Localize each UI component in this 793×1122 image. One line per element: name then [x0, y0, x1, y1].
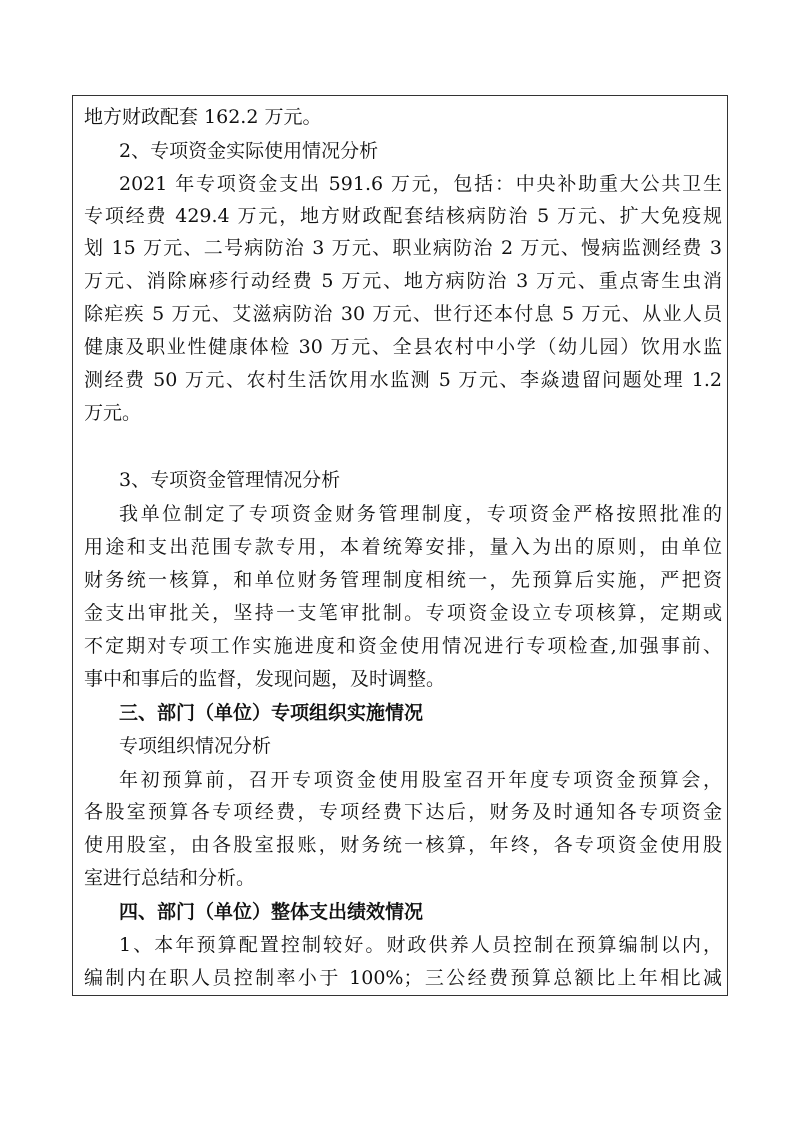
paragraph-line: 健康及职业性健康体检 30 万元、全县农村中小学（幼儿园）饮用水监 — [84, 336, 722, 358]
paragraph-line: 室进行总结和分析。 — [84, 867, 256, 889]
paragraph-line: 年初预算前，召开专项资金使用股室召开年度专项资金预算会， — [119, 769, 722, 791]
paragraph-line: 金支出审批关，坚持一支笔审批制。专项资金设立专项核算，定期或 — [84, 602, 722, 624]
paragraph-line: 使用股室，由各股室报账，财务统一核算，年终，各专项资金使用股 — [84, 834, 722, 856]
paragraph-line: 专项经费 429.4 万元，地方财政配套结核病防治 5 万元、扩大免疫规 — [84, 205, 722, 227]
paragraph-line: 财务统一核算，和单位财务管理制度相统一，先预算后实施，严把资 — [84, 569, 722, 591]
subheading-organization: 专项组织情况分析 — [119, 735, 272, 757]
paragraph-line: 地方财政配套 162.2 万元。 — [84, 106, 322, 128]
paragraph-line: 不定期对专项工作实施进度和资金使用情况进行专项检查,加强事前、 — [84, 635, 722, 657]
paragraph-line: 2021 年专项资金支出 591.6 万元，包括：中央补助重大公共卫生 — [119, 173, 722, 195]
paragraph-line: 用途和支出范围专款专用，本着统筹安排，量入为出的原则，由单位 — [84, 536, 722, 558]
section-heading-3: 三、部门（单位）专项组织实施情况 — [119, 702, 424, 724]
section-heading-4: 四、部门（单位）整体支出绩效情况 — [119, 901, 424, 923]
subheading-management: 3、专项资金管理情况分析 — [119, 469, 341, 491]
subheading-actual-use: 2、专项资金实际使用情况分析 — [119, 140, 379, 162]
paragraph-line: 事中和事后的监督，发现问题，及时调整。 — [84, 668, 446, 690]
paragraph-line: 除疟疾 5 万元、艾滋病防治 30 万元、世行还本付息 5 万元、从业人员 — [84, 303, 722, 325]
paragraph-line: 1、本年预算配置控制较好。财政供养人员控制在预算编制以内， — [119, 934, 722, 956]
paragraph-line: 万元。 — [84, 402, 142, 424]
paragraph-line: 测经费 50 万元、农村生活饮用水监测 5 万元、李焱遗留问题处理 1.2 — [84, 369, 722, 391]
paragraph-line: 划 15 万元、二号病防治 3 万元、职业病防治 2 万元、慢病监测经费 3 — [84, 237, 722, 259]
paragraph-line: 我单位制定了专项资金财务管理制度，专项资金严格按照批准的 — [119, 503, 722, 525]
paragraph-line: 编制内在职人员控制率小于 100%；三公经费预算总额比上年相比减 — [84, 967, 722, 989]
paragraph-line: 各股室预算各专项经费，专项经费下达后，财务及时通知各专项资金 — [84, 801, 722, 823]
paragraph-line: 万元、消除麻疹行动经费 5 万元、地方病防治 3 万元、重点寄生虫消 — [84, 270, 722, 292]
